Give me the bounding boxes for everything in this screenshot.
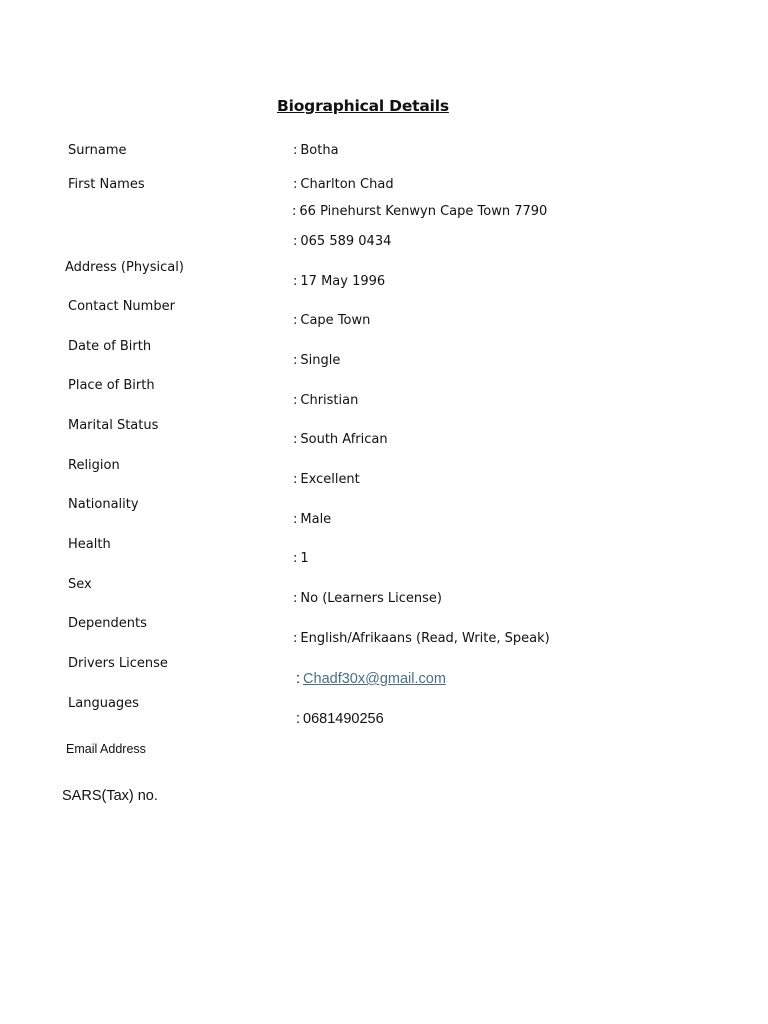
separator: : [293, 472, 298, 487]
separator: : [293, 591, 298, 606]
value-email [296, 671, 446, 687]
separator: : [293, 177, 298, 192]
label-first-names: First Names [68, 177, 145, 192]
value-sars-tax-no: : 0681490256 [296, 711, 384, 727]
value-contact-number: : 065 589 0434 [293, 234, 392, 249]
label-place-of-birth: Place of Birth [68, 378, 155, 393]
value-sex: : Male [293, 512, 332, 527]
label-languages: Languages [68, 696, 139, 711]
value-marital-status: : Single [293, 353, 341, 368]
value-drivers-license: : No (Learners License) [293, 591, 442, 606]
value-place-of-birth: : Cape Town [293, 313, 371, 328]
value-date-of-birth: : 17 May 1996 [293, 274, 386, 289]
page-title: Biographical Details [277, 97, 449, 115]
value-religion: : Christian [293, 393, 359, 408]
separator: : [292, 204, 297, 219]
separator: : [293, 551, 298, 566]
label-nationality: Nationality [68, 497, 139, 512]
separator: : [293, 393, 298, 408]
label-email-address: Email Address [66, 742, 146, 756]
value-surname: : Botha [293, 143, 339, 158]
label-surname: Surname [68, 143, 127, 158]
value-languages: : English/Afrikaans (Read, Write, Speak) [293, 631, 550, 646]
label-dependents: Dependents [68, 616, 147, 631]
separator: : [293, 313, 298, 328]
label-address: Address (Physical) [65, 260, 184, 275]
value-health: : Excellent [293, 472, 360, 487]
separator: : [293, 631, 298, 646]
label-sars-tax-no: SARS(Tax) no. [62, 788, 158, 804]
label-religion: Religion [68, 458, 120, 473]
separator: : [293, 353, 298, 368]
value-address: : 66 Pinehurst Kenwyn Cape Town 7790 [292, 204, 548, 219]
label-sex: Sex [68, 577, 92, 592]
separator: : [293, 143, 298, 158]
value-first-names: : Charlton Chad [293, 177, 394, 192]
label-contact-number: Contact Number [68, 299, 175, 314]
label-marital-status: Marital Status [68, 418, 159, 433]
value-nationality: : South African [293, 432, 388, 447]
label-drivers-license: Drivers License [68, 656, 168, 671]
separator: : [296, 671, 301, 687]
label-date-of-birth: Date of Birth [68, 339, 152, 354]
separator: : [296, 711, 301, 727]
email-link[interactable]: Chadf30x@gmail.com [303, 671, 446, 687]
separator: : [293, 234, 298, 249]
separator: : [293, 512, 298, 527]
label-health: Health [68, 537, 111, 552]
separator: : [293, 274, 298, 289]
separator: : [293, 432, 298, 447]
value-dependents: : 1 [293, 551, 309, 566]
